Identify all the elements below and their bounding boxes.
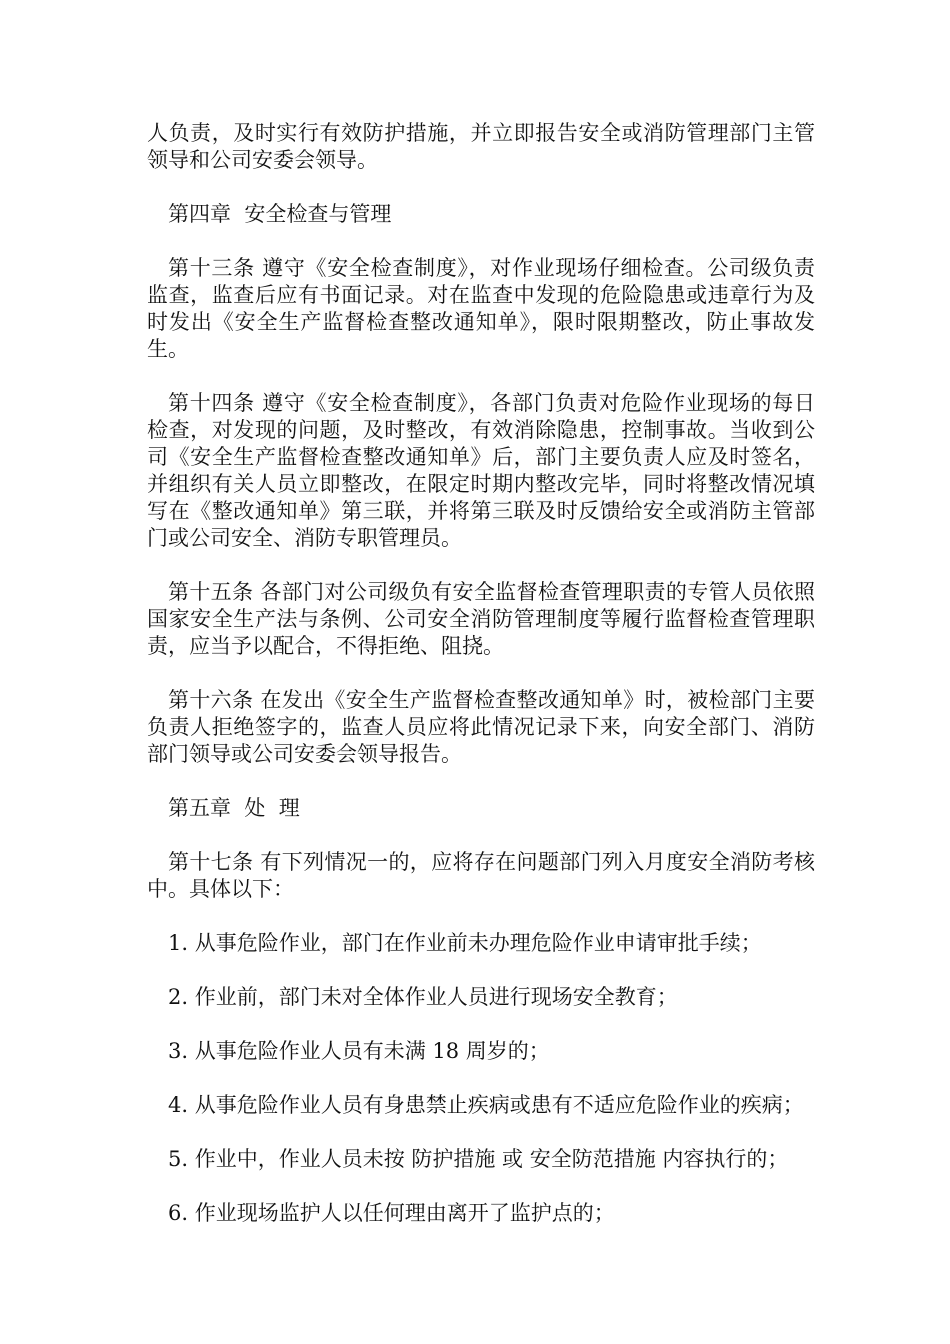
article-16: 第十六条 在发出《安全生产监督检查整改通知单》时，被检部门主要负责人拒绝签字的，监查人员应将此情况记录下来，向安全部门、消防部门领导或公司安委会领导报告。 (147, 688, 815, 766)
article-15: 第十五条 各部门对公司级负有安全监督检查管理职责的专管人员依照国家安全生产法与条例、公司安全消防管理制度等履行监督检查管理职责，应当予以配合，不得拒绝、阻挠。 (147, 580, 815, 658)
article-17: 第十七条 有下列情况一的，应将存在问题部门列入月度安全消防考核中。具体以下： (147, 850, 815, 901)
list-item-4: 4. 从事危险作业人员有身患禁止疾病或患有不适应危险作业的疾病； (168, 1093, 804, 1117)
list-item-1: 1. 从事危险作业，部门在作业前未办理危险作业申请审批手续； (168, 931, 762, 955)
list-item-3: 3. 从事危险作业人员有未满 18 周岁的； (168, 1039, 550, 1063)
chapter-heading-4: 第四章 安全检查与管理 (168, 202, 392, 226)
chapter-heading-5: 第五章 处 理 (168, 796, 300, 820)
list-item-2: 2. 作业前，部门未对全体作业人员进行现场安全教育； (168, 985, 678, 1009)
list-item-5: 5. 作业中，作业人员未按 防护措施 或 安全防范措施 内容执行的； (168, 1147, 789, 1171)
paragraph-continued: 人负责，及时实行有效防护措施，并立即报告安全或消防管理部门主管领导和公司安委会领导。 (147, 121, 815, 172)
document-body (147, 120, 815, 1254)
article-13: 第十三条 遵守《安全检查制度》，对作业现场仔细检查。公司级负责监查，监查后应有书面记录。对在监查中发现的危险隐患或违章行为及时发出《安全生产监督检查整改通知单》，限时限期整改，防止事故发生。 (147, 256, 815, 361)
list-item-6: 6. 作业现场监护人以任何理由离开了监护点的； (168, 1201, 615, 1225)
article-14: 第十四条 遵守《安全检查制度》，各部门负责对危险作业现场的每日检查，对发现的问题，及时整改，有效消除隐患，控制事故。当收到公司《安全生产监督检查整改通知单》后，部门主要负责人应及时签名，并组织有关人员立即整改，在限定时期内整改完毕，同时将整改情况填写在《整改通知单》第三联，并将第三联及时反馈给安全或消防主管部门或公司安全、消防专职管理员。 (147, 391, 815, 550)
